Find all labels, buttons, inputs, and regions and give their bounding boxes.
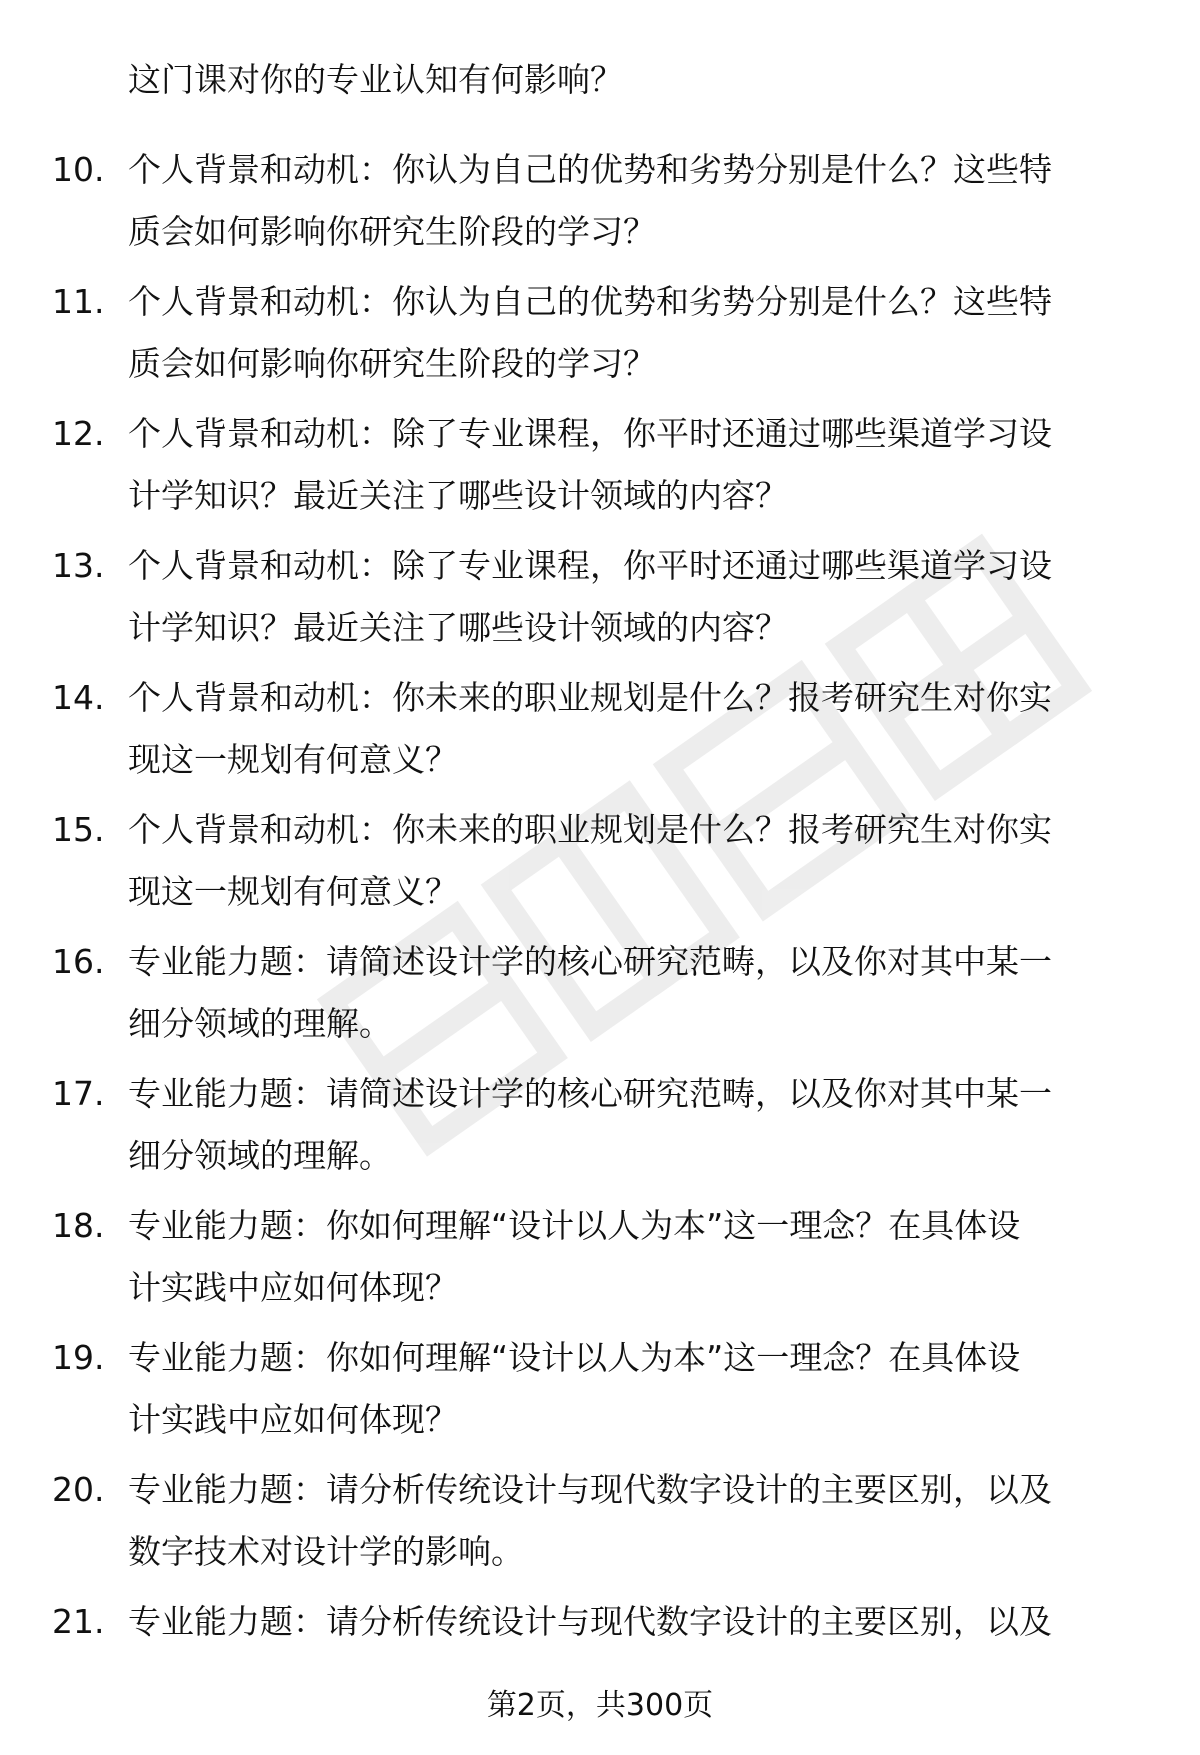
question-text-line1: 个人背景和动机：你未来的职业规划是什么？报考研究生对你实 — [128, 678, 1052, 717]
question-number: 15. — [52, 810, 105, 849]
question-text-line1: 专业能力题：你如何理解“设计以人为本”这一理念？在具体设 — [128, 1206, 1021, 1245]
question-item — [0, 1336, 1200, 1468]
question-text-line1: 专业能力题：你如何理解“设计以人为本”这一理念？在具体设 — [128, 1338, 1021, 1377]
question-number: 14. — [52, 678, 105, 717]
question-number: 19. — [52, 1338, 105, 1377]
question-text-line2: 数字技术对设计学的影响。 — [128, 1532, 524, 1571]
question-text-line1: 个人背景和动机：除了专业课程，你平时还通过哪些渠道学习设 — [128, 414, 1052, 453]
question-number: 12. — [52, 414, 105, 453]
question-text-line2: 计学知识？最近关注了哪些设计领域的内容？ — [128, 476, 788, 515]
question-item — [0, 544, 1200, 676]
question-list — [0, 148, 1200, 1732]
question-item — [0, 280, 1200, 412]
question-item — [0, 940, 1200, 1072]
question-text-line1: 个人背景和动机：你未来的职业规划是什么？报考研究生对你实 — [128, 810, 1052, 849]
question-text-line1: 个人背景和动机：除了专业课程，你平时还通过哪些渠道学习设 — [128, 546, 1052, 585]
question-text-line2: 现这一规划有何意义？ — [128, 740, 458, 779]
question-text-line1: 个人背景和动机：你认为自己的优势和劣势分别是什么？这些特 — [128, 150, 1052, 189]
question-text-line1: 专业能力题：请简述设计学的核心研究范畴，以及你对其中某一 — [128, 942, 1052, 981]
question-text-line2: 现这一规划有何意义？ — [128, 872, 458, 911]
question-item — [0, 676, 1200, 808]
question-number: 10. — [52, 150, 105, 189]
question-text-line2: 质会如何影响你研究生阶段的学习？ — [128, 344, 656, 383]
continuation-line: 这门课对你的专业认知有何影响？ — [128, 60, 623, 99]
question-item — [0, 1072, 1200, 1204]
question-item — [0, 1468, 1200, 1600]
question-number: 17. — [52, 1074, 105, 1113]
page-number-footer: 第2页，共300页 — [486, 1688, 714, 1723]
question-text-line2: 计实践中应如何体现？ — [128, 1400, 458, 1439]
question-number: 18. — [52, 1206, 105, 1245]
question-text-line1: 专业能力题：请分析传统设计与现代数字设计的主要区别，以及 — [128, 1602, 1052, 1641]
question-number: 13. — [52, 546, 105, 585]
question-number: 21. — [52, 1602, 105, 1641]
question-text-line1: 个人背景和动机：你认为自己的优势和劣势分别是什么？这些特 — [128, 282, 1052, 321]
question-text-line2: 细分领域的理解。 — [128, 1136, 392, 1175]
question-number: 11. — [52, 282, 105, 321]
question-text-line2: 质会如何影响你研究生阶段的学习？ — [128, 212, 656, 251]
question-text-line1: 专业能力题：请简述设计学的核心研究范畴，以及你对其中某一 — [128, 1074, 1052, 1113]
question-text-line2: 计学知识？最近关注了哪些设计领域的内容？ — [128, 608, 788, 647]
question-item — [0, 1204, 1200, 1336]
question-number: 20. — [52, 1470, 105, 1509]
question-text-line2: 细分领域的理解。 — [128, 1004, 392, 1043]
question-item — [0, 412, 1200, 544]
question-item — [0, 148, 1200, 280]
question-text-line2: 计实践中应如何体现？ — [128, 1268, 458, 1307]
question-item — [0, 808, 1200, 940]
question-number: 16. — [52, 942, 105, 981]
question-text-line1: 专业能力题：请分析传统设计与现代数字设计的主要区别，以及 — [128, 1470, 1052, 1509]
